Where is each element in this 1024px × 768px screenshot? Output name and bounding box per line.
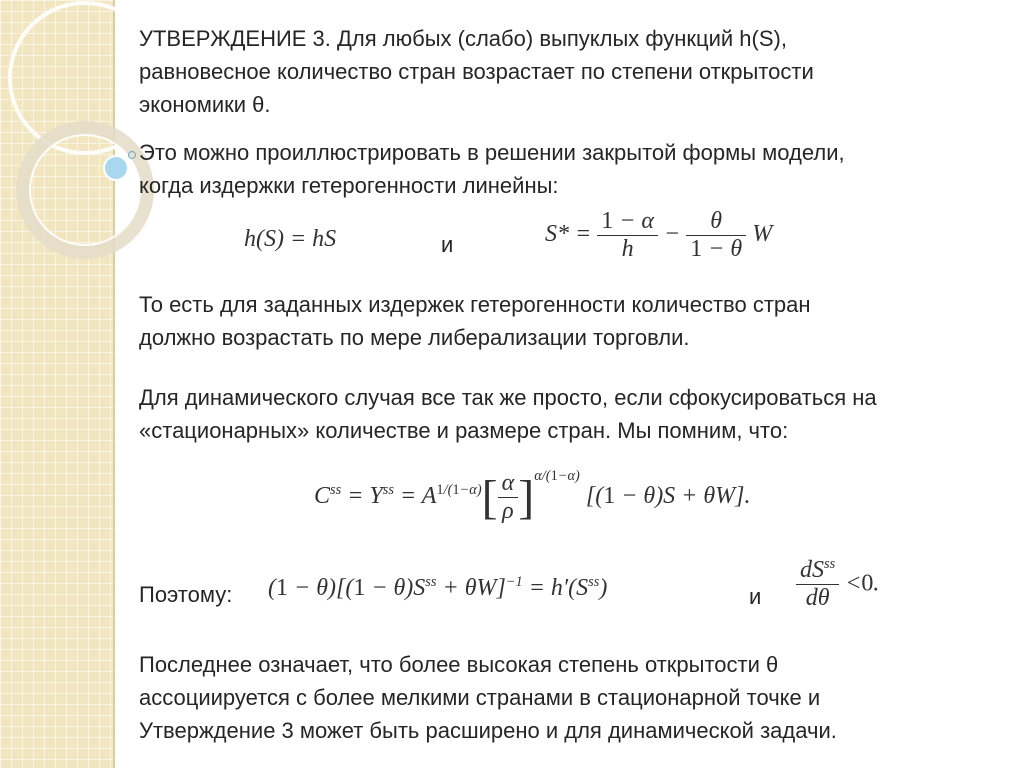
conjunction-and-1: и — [441, 232, 454, 257]
equation-s-star: S* = $\frac{1 - \alpha}{h}$ − $\frac{\theta}{1 - \theta}$ W — [545, 208, 773, 262]
statement-paragraph — [139, 22, 814, 121]
illustration-line-2: когда издержки гетерогенности линейны: — [139, 173, 559, 198]
conclusion-line-1: То есть для заданных издержек гетерогенности количество стран — [139, 292, 811, 317]
statement-line-1: УТВЕРЖДЕНИЕ 3. Для любых (слабо) выпуклых функций h(S), — [139, 26, 787, 51]
conclusion-line-2: должно возрастать по мере либерализации торговли. — [139, 325, 690, 350]
conjunction-and-2: и — [749, 584, 762, 609]
final-line-1: Последнее означает, что более высокая степень открытости θ — [139, 652, 779, 677]
dynamic-line-2: «стационарных» количестве и размере стран. Мы помним, что: — [139, 418, 789, 443]
illustration-line-1: Это можно проиллюстрировать в решении закрытой формы модели, — [139, 140, 845, 165]
dynamic-line-1: Для динамического случая все так же просто, если сфокусироваться на — [139, 385, 877, 410]
equation-derivative-condition: $(1 - \theta)[(1 - \theta)S^{ss} + \theta W]^{-1} = h'(S^{ss})$ — [268, 574, 608, 601]
conclusion-paragraph — [139, 288, 811, 354]
bullet-dot-large — [104, 156, 128, 180]
statement-line-3: экономики θ. — [139, 92, 271, 117]
final-paragraph — [139, 648, 837, 747]
dynamic-paragraph — [139, 381, 877, 447]
final-line-3: Утверждение 3 может быть расширено и для динамической задачи. — [139, 718, 837, 743]
illustration-paragraph — [139, 136, 845, 202]
therefore-label: Поэтому: — [139, 582, 233, 607]
equation-linear-cost: h(S) = hS — [244, 226, 337, 252]
equation-ds-dtheta: $\frac{dS^{ss}}{d\theta}$ <0. — [796, 556, 879, 612]
final-line-2: ассоциируется с более мелкими странами в стационарной точке и — [139, 685, 821, 710]
equation-steady-state: $C^{ss} = Y^{ss} = A^{1/(1-\alpha)}$[ $\frac{\alpha}{\rho}$ ]$^{\alpha/(1-\alpha)}$ [(1 − θ)S + θW]. — [314, 468, 751, 524]
statement-line-2: равновесное количество стран возрастает по степени открытости — [139, 59, 814, 84]
